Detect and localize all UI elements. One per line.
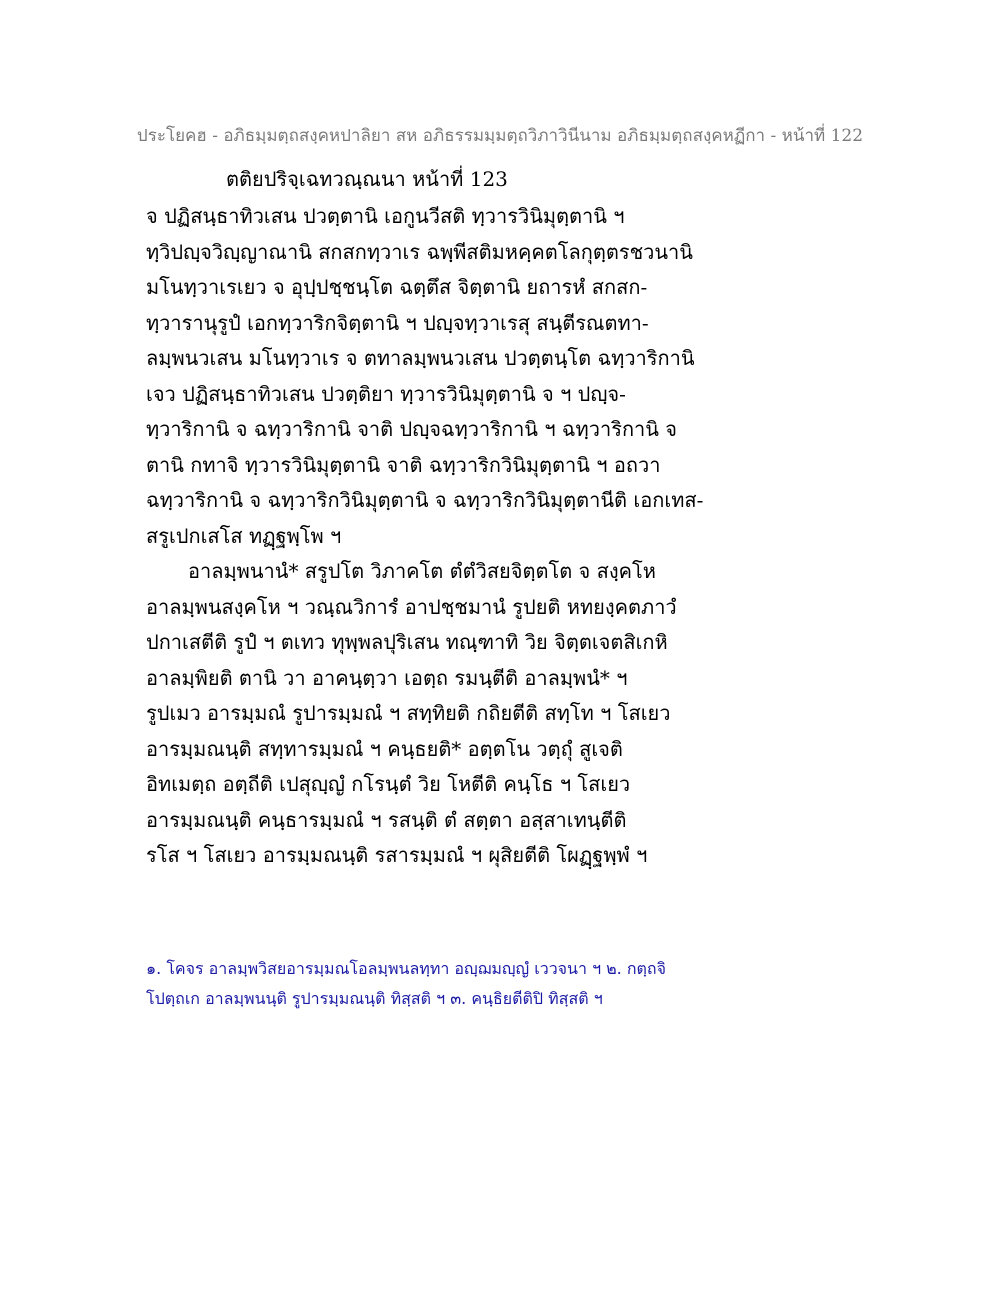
body-line: ทฺวารานุรูปํ เอกทฺวาริกจิตฺตานิ ฯ ปญฺจทฺวาเรสุ สนฺตีรณตทา- bbox=[146, 310, 649, 335]
body-line: ทฺวาริกานิ จ ฉทฺวาริกานิ จาติ ปญฺจฉทฺวาริกานิ ฯ ฉทฺวาริกานิ จ bbox=[146, 417, 678, 441]
body-line: รูปเมว อารมฺมณํ รูปารมฺมณํ ฯ สทฺทิยติ กถิยตีติ สทฺโท ฯ โสเยว bbox=[146, 701, 671, 725]
body-line: ลมฺพนวเสน มโนทฺวาเร จ ตทาลมฺพนวเสน ปวตฺตนฺโต ฉทฺวาริกานิ bbox=[146, 346, 695, 370]
paragraph-start-line: อาลมฺพนานํ* สรูปโต วิภาคโต ตํตํวิสยจิตฺตโต จ สงฺคโห bbox=[188, 559, 656, 583]
body-line: มโนทฺวาเรเยว จ อุปฺปชฺชนฺโต ฉตฺตึส จิตฺตานิ ยถารหํ สกสก- bbox=[146, 275, 648, 299]
body-text bbox=[146, 199, 866, 874]
body-line: อารมฺมณนฺติ คนฺธารมฺมณํ ฯ รสนฺติ ตํ สตฺตา อสฺสาเทนฺตีติ bbox=[146, 807, 627, 832]
body-line: จ ปฏิสนฺธาทิวเสน ปวตฺตานิ เอกูนวีสติ ทฺวารวินิมุตฺตานิ ฯ bbox=[146, 204, 625, 228]
body-line: ทฺวิปญฺจวิญฺญาณานิ สกสกทฺวาเร ฉพฺพีสติมหคฺคตโลกุตฺตรชวนานิ bbox=[146, 239, 693, 264]
body-line: อิทเมตฺถ อตฺถีติ เปสุญฺญํ กโรนฺตํ วิย โหตีติ คนฺโธ ฯ โสเยว bbox=[146, 772, 631, 796]
body-line: อาลมฺพนสงฺคโห ฯ วณฺณวิการํ อาปชฺชมานํ รูปยติ หทยงฺคตภาวํ bbox=[146, 594, 677, 619]
body-line: ฉทฺวาริกานิ จ ฉทฺวาริกวินิมุตฺตานิ จ ฉทฺวาริกวินิมุตฺตานีติ เอกเทส- bbox=[146, 488, 704, 512]
section-heading: ตติยปริจฺเฉทวณฺณนา หน้าที่ 123 bbox=[226, 167, 508, 191]
body-line: รโส ฯ โสเยว อารมฺมณนฺติ รสารมฺมณํ ฯ ผุสิยตีติ โผฏฺฐพฺพํ ฯ bbox=[146, 843, 648, 867]
body-line: ปกาเสตีติ รูปํ ฯ ตเทว ทุพฺพลปุริเสน ทณฺฑาทิ วิย จิตฺตเจตสิเกหิ bbox=[146, 630, 668, 654]
body-line: อาลมฺพิยติ ตานิ วา อาคนฺตฺวา เอตฺถ รมนฺตีติ อาลมฺพนํ* ฯ bbox=[146, 665, 628, 690]
body-line: เจว ปฏิสนฺธาทิวเสน ปวตฺติยา ทฺวารวินิมุตฺตานิ จ ฯ ปญฺจ- bbox=[146, 381, 626, 406]
footnote-line: ๑. โคจร อาลมฺพวิสยอารมฺมณโอลมฺพนลทฺทา อญฺฌมญฺญํ เววจนา ฯ ๒. กตฺถจิ bbox=[146, 959, 666, 978]
body-line: ตานิ กทาจิ ทฺวารวินิมุตฺตานิ จาติ ฉทฺวาริกวินิมุตฺตานิ ฯ อถวา bbox=[146, 452, 661, 477]
body-line: สรูเปกเสโส ทฏฺฐพฺโพ ฯ bbox=[146, 523, 342, 548]
body-line: อารมฺมณนฺติ สทฺทารมฺมณํ ฯ คนฺธยติ* อตฺตโน วตฺถุํ สูเจติ bbox=[146, 736, 623, 761]
footnote-line: โปตฺถเก อาลมฺพนนฺติ รูปารมฺมณนฺติ ทิสฺสติ ฯ ๓. คนฺธิยตีติปิ ทิสฺสติ ฯ bbox=[146, 989, 603, 1008]
footnotes bbox=[146, 954, 866, 1014]
page-header: ประโยคฮ - อภิธมฺมตฺถสงฺคหปาลิยา สห อภิธรรมมฺมตฺถวิภาวินีนาม อภิธมฺมตฺถสงฺคหฏีกา - หน้าที่ 122 bbox=[136, 126, 864, 146]
